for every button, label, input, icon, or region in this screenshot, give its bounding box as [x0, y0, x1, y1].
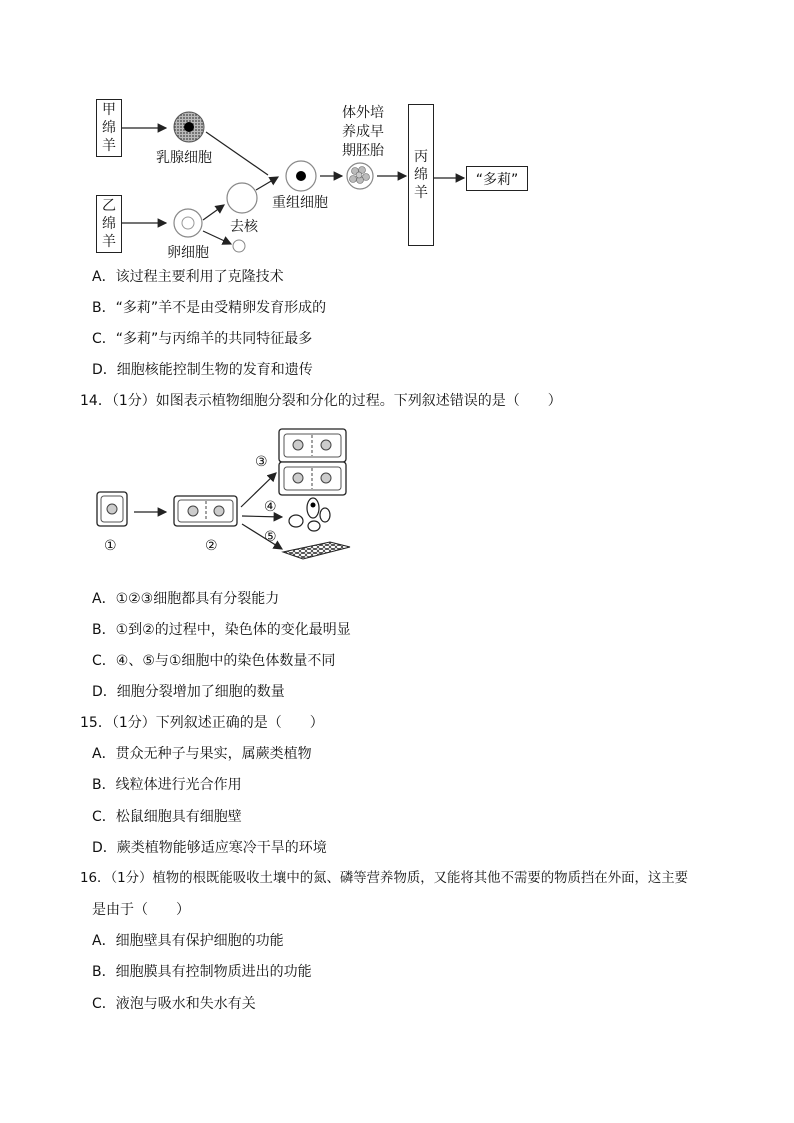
early-embryo-shape	[347, 163, 373, 189]
sheep-a-char-2: 绵	[102, 120, 116, 136]
recombined-cell-label: 重组细胞	[272, 195, 328, 211]
q13-option-c: C．“多莉”与丙绵羊的共同特征最多	[92, 331, 313, 347]
sheep-c-box	[408, 104, 434, 246]
dolly-box	[466, 166, 528, 191]
dolly-label: “多莉”	[475, 171, 519, 188]
cell-3-shape	[279, 429, 346, 495]
sheep-a-char-1: 甲	[102, 102, 116, 118]
egg-cell-label: 卵细胞	[167, 245, 209, 261]
embryo-culture-line-3: 期胚胎	[342, 143, 384, 159]
q16-option-a: A．细胞壁具有保护细胞的功能	[92, 933, 284, 949]
sheep-b-box	[96, 195, 122, 253]
cell-2-shape	[174, 496, 237, 526]
q15-option-c: C．松鼠细胞具有细胞壁	[92, 809, 242, 825]
label-3: ③	[255, 454, 268, 470]
label-4: ④	[264, 499, 277, 515]
sheep-b-char-2: 绵	[102, 216, 116, 232]
cell-division-svg	[0, 425, 794, 575]
egg-nucleus	[182, 217, 194, 229]
embryo-culture-line-1: 体外培	[342, 105, 384, 121]
q14-option-d: D．细胞分裂增加了细胞的数量	[92, 684, 285, 700]
sheep-c-char-2: 绵	[414, 167, 428, 183]
q15-stem: 15．（1分）下列叙述正确的是（ ）	[80, 715, 324, 731]
sheep-c-char-3: 羊	[414, 185, 428, 201]
q13-option-b: B．“多莉”羊不是由受精卵发育形成的	[92, 300, 327, 316]
sheep-b-char-1: 乙	[102, 198, 116, 214]
q16-stem-line-2: 是由于（ ）	[92, 902, 190, 918]
cell-division-diagram	[0, 425, 794, 575]
q15-option-a: A．贯众无种子与果实，属蕨类植物	[92, 746, 312, 762]
removed-nucleus-shape	[233, 240, 245, 252]
q15-option-d: D．蕨类植物能够适应寒冷干旱的环境	[92, 840, 327, 856]
q16-option-b: B．细胞膜具有控制物质进出的功能	[92, 964, 312, 980]
arrow-merge	[256, 177, 278, 190]
enucleated-egg-shape	[227, 183, 257, 213]
embryo-culture-label	[341, 104, 385, 161]
recombined-nucleus	[296, 171, 306, 181]
q16-stem-line-1: 16．（1分）植物的根既能吸收土壤中的氮、磷等营养物质，又能将其他不需要的物质挡在外面，这主要	[80, 871, 689, 886]
enucleate-label: 去核	[230, 219, 258, 235]
cell-1-shape	[97, 492, 127, 526]
cell-5-shape	[283, 542, 350, 559]
q13-option-a: A．该过程主要利用了克隆技术	[92, 269, 284, 285]
cloning-diagram	[0, 0, 794, 265]
q14-stem: 14．（1分）如图表示植物细胞分裂和分化的过程。下列叙述错误的是（ ）	[80, 393, 562, 409]
sheep-b-char-3: 羊	[102, 234, 116, 250]
label-2: ②	[205, 538, 218, 554]
sheep-c-char-1: 丙	[414, 149, 428, 165]
mammary-cell-label: 乳腺细胞	[156, 150, 212, 166]
embryo-culture-line-2: 养成早	[342, 124, 384, 140]
label-5: ⑤	[264, 529, 277, 545]
sheep-a-char-3: 羊	[102, 138, 116, 154]
q13-option-d: D．细胞核能控制生物的发育和遗传	[92, 362, 313, 378]
line-mammary-to-merge	[206, 132, 268, 175]
label-1: ①	[104, 538, 117, 554]
mammary-nucleus	[184, 122, 194, 132]
arrow-egg-to-enucleated	[203, 205, 224, 220]
cell-4-shape	[289, 498, 330, 531]
q14-option-c: C．④、⑤与①细胞中的染色体数量不同	[92, 653, 336, 669]
q16-option-c: C．液泡与吸水和失水有关	[92, 996, 256, 1012]
q14-option-a: A．①②③细胞都具有分裂能力	[92, 591, 280, 607]
arrow-to-4	[242, 516, 282, 517]
q14-option-b: B．①到②的过程中，染色体的变化最明显	[92, 622, 351, 638]
sheep-a-box	[96, 99, 122, 157]
q15-option-b: B．线粒体进行光合作用	[92, 777, 242, 793]
